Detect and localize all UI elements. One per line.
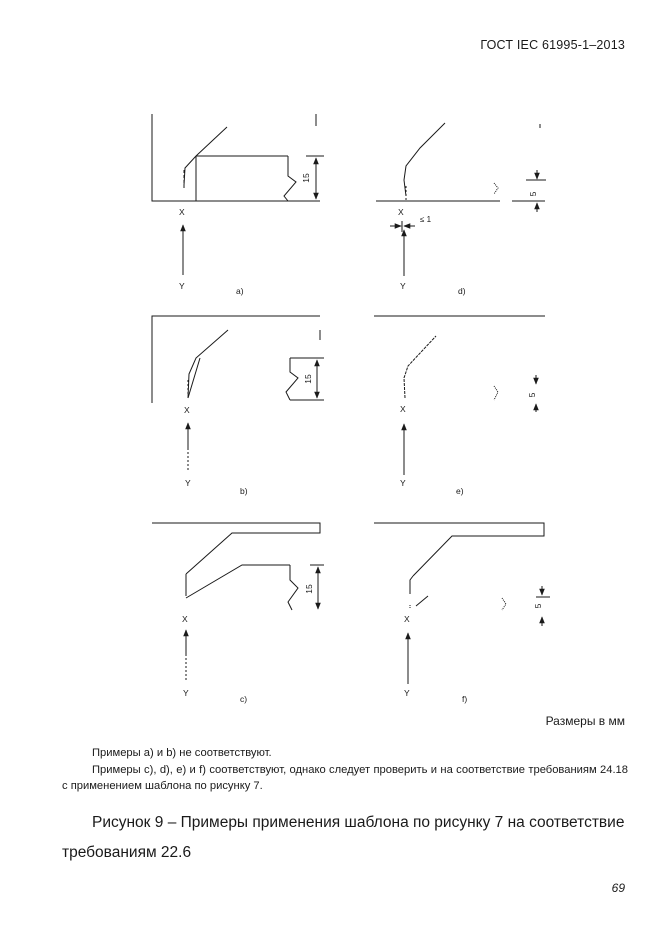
panel-f-dim-5: 5	[533, 603, 543, 609]
panel-d-dim-5: 5	[528, 191, 538, 197]
panel-c	[152, 523, 324, 680]
panel-b-y-label: Y	[185, 478, 191, 488]
panel-a-dim-15: 15	[301, 173, 311, 183]
panel-a	[152, 114, 324, 275]
panel-d-dim-le1: ≤ 1	[420, 215, 432, 224]
figure-caption: Рисунок 9 – Примеры применения шаблона по рисунку 7 на соответствие требованиям 22.6	[62, 814, 625, 861]
panel-e-label: e)	[456, 486, 464, 496]
panel-e-x-label: X	[400, 404, 406, 414]
panel-e	[374, 316, 545, 475]
document-header: ГОСТ IEC 61995-1–2013	[480, 38, 625, 52]
panel-d-y-label: Y	[400, 281, 406, 291]
panel-b	[152, 316, 324, 470]
panel-d-x-label: X	[398, 207, 404, 217]
panel-f-x-label: X	[404, 614, 410, 624]
panel-c-x-label: X	[182, 614, 188, 624]
panel-c-label: c)	[240, 694, 248, 704]
panel-e-y-label: Y	[400, 478, 406, 488]
panel-a-y-label: Y	[179, 281, 185, 291]
note-line-2: Примеры c), d), e) и f) соответствуют, однако следует проверить и на соответствие требованиям 24.18 с применением шаблона по рисунку 7.	[62, 764, 628, 792]
panel-f-label: f)	[462, 694, 468, 704]
panel-c-dim-15: 15	[304, 584, 314, 594]
panel-b-label: b)	[240, 486, 248, 496]
panel-c-y-label: Y	[183, 688, 189, 698]
page-number: 69	[611, 881, 625, 895]
panel-a-label: a)	[236, 286, 244, 296]
panel-d	[376, 123, 546, 276]
units-note: Размеры в мм	[545, 714, 625, 728]
panel-f	[374, 523, 550, 684]
panel-d-label: d)	[458, 286, 466, 296]
panel-f-y-label: Y	[404, 688, 410, 698]
panel-b-dim-15: 15	[303, 374, 313, 384]
panel-b-x-label: X	[184, 405, 190, 415]
panel-e-dim-5: 5	[527, 392, 537, 398]
note-line-1: Примеры a) и b) не соответствуют.	[92, 747, 272, 759]
panel-a-x-label: X	[179, 207, 185, 217]
